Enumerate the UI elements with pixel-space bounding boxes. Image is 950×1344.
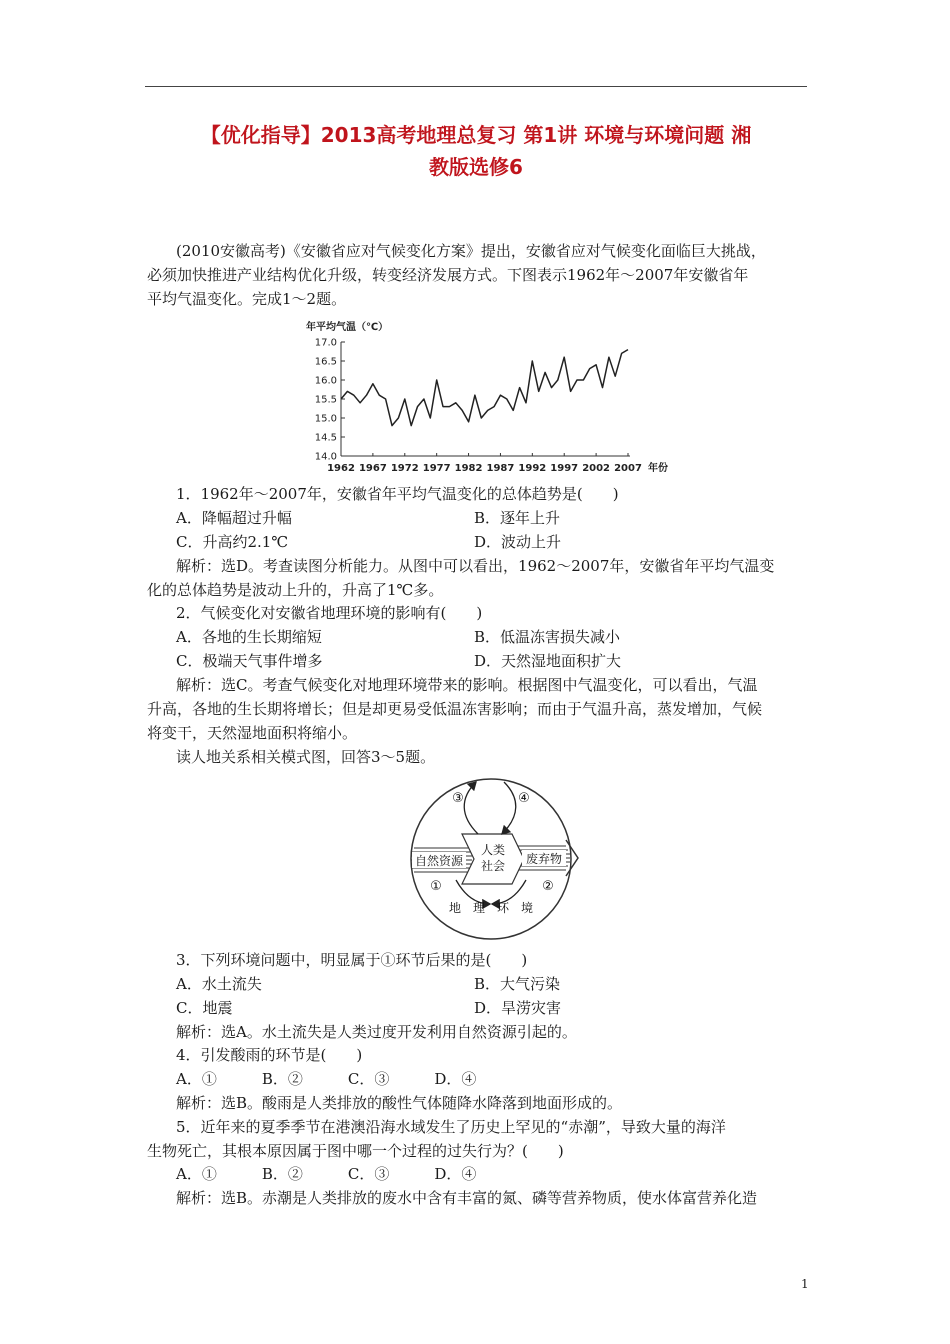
chart-xlabel: 年份 xyxy=(648,463,668,474)
y-tick-label: 14.0 xyxy=(314,451,337,463)
q1-option-d: D．波动上升 xyxy=(474,533,562,551)
label-society: 社会 xyxy=(480,859,506,873)
chart-y-ticks xyxy=(315,338,337,463)
q2-answer: 解析：选C。考查气候变化对地理环境带来的影响。根据图中气温变化，可以看出，气温 xyxy=(176,676,758,694)
label-circle-4: ④ xyxy=(518,791,530,806)
x-tick-label: 1977 xyxy=(422,463,451,474)
q3-option-a: A．水土流失 xyxy=(176,975,262,993)
q3-option-c: C．地震 xyxy=(176,999,233,1017)
intro-line: (2010安徽高考)《安徽省应对气候变化方案》提出，安徽省应对气候变化面临巨大挑战， xyxy=(176,242,766,260)
label-geo-environment: 地 理 环 境 xyxy=(448,901,534,915)
q3-stem: 3．下列环境问题中，明显属于①环节后果的是( ) xyxy=(176,951,528,969)
label-circle-3: ③ xyxy=(452,791,464,806)
y-tick-label: 16.5 xyxy=(314,356,337,368)
q2-stem: 2．气候变化对安徽省地理环境的影响有( ) xyxy=(176,604,483,622)
q1-answer: 化的总体趋势是波动上升的，升高了1℃多。 xyxy=(147,581,444,599)
x-tick-label: 1982 xyxy=(454,463,483,474)
chart-series xyxy=(341,350,628,426)
intro-line: 必须加快推进产业结构优化升级，转变经济发展方式。下图表示1962年～2007年安徽省年 xyxy=(147,266,749,284)
q5-stem: 5．近年来的夏季季节在港澳沿海水域发生了历史上罕见的“赤潮”，导致大量的海洋 xyxy=(176,1118,726,1136)
label-circle-1: ① xyxy=(430,879,442,894)
intro-line: 平均气温变化。完成1～2题。 xyxy=(147,290,347,308)
chart-ylabel: 年平均气温（℃） xyxy=(306,322,389,333)
q5-options: A．① B．② C．③ D．④ xyxy=(176,1165,477,1183)
q4-answer: 解析：选B。酸雨是人类排放的酸性气体随降水降落到地面形成的。 xyxy=(176,1094,623,1112)
temperature-chart xyxy=(290,316,690,476)
label-natural-resources: 自然资源 xyxy=(414,854,464,868)
q1-answer: 解析：选D。考查读图分析能力。从图中可以看出，1962～2007年，安徽省年平均气温变 xyxy=(176,557,775,575)
q2-option-d: D．天然湿地面积扩大 xyxy=(474,652,622,670)
read-prompt: 读人地关系相关模式图，回答3～5题。 xyxy=(176,748,436,766)
chart-grid xyxy=(341,342,628,456)
x-tick-label: 1992 xyxy=(518,463,547,474)
q5-answer: 解析：选B。赤潮是人类排放的废水中含有丰富的氮、磷等营养物质，使水体富营养化造 xyxy=(176,1189,758,1207)
q5-stem: 生物死亡，其根本原因属于图中哪一个过程的过失行为？( ) xyxy=(147,1142,564,1160)
doc-title-line2: 教版选修6 xyxy=(429,155,523,179)
x-tick-label: 1967 xyxy=(358,463,387,474)
q2-option-a: A．各地的生长期缩短 xyxy=(176,628,322,646)
y-tick-label: 15.0 xyxy=(314,413,337,425)
q4-stem: 4．引发酸雨的环节是( ) xyxy=(176,1046,363,1064)
label-waste: 废弃物 xyxy=(525,852,563,866)
label-human: 人类 xyxy=(480,843,506,857)
y-tick-label: 15.5 xyxy=(314,394,337,406)
label-circle-2: ② xyxy=(542,879,554,894)
q3-option-d: D．旱涝灾害 xyxy=(474,999,562,1017)
x-tick-label: 1962 xyxy=(327,463,355,474)
doc-title-line1: 【优化指导】2013高考地理总复习 第1讲 环境与环境问题 湘 xyxy=(200,123,752,147)
q1-option-c: C．升高约2.1℃ xyxy=(176,533,289,551)
y-tick-label: 16.0 xyxy=(314,375,337,387)
x-tick-label: 2007 xyxy=(614,463,642,474)
y-tick-label: 17.0 xyxy=(314,337,337,349)
x-tick-label: 1997 xyxy=(550,463,579,474)
page-number: 1 xyxy=(801,1277,809,1291)
human-land-diagram xyxy=(400,776,582,942)
x-tick-label: 2002 xyxy=(582,463,611,474)
chart-x-ticks xyxy=(327,463,642,474)
q4-options: A．① B．② C．③ D．④ xyxy=(176,1070,477,1088)
q2-option-b: B．低温冻害损失减小 xyxy=(474,628,621,646)
header-rule xyxy=(145,86,807,87)
y-tick-label: 14.5 xyxy=(314,432,337,444)
q1-stem: 1．1962年～2007年，安徽省年平均气温变化的总体趋势是( ) xyxy=(176,485,619,503)
q1-option-a: A．降幅超过升幅 xyxy=(176,509,292,527)
q1-option-b: B．逐年上升 xyxy=(474,509,561,527)
q2-answer: 将变干，天然湿地面积将缩小。 xyxy=(147,724,358,742)
q2-answer: 升高，各地的生长期将增长；但是却更易受低温冻害影响；而由于气温升高，蒸发增加，气候 xyxy=(147,700,763,718)
x-tick-label: 1972 xyxy=(390,463,419,474)
q2-option-c: C．极端天气事件增多 xyxy=(176,652,323,670)
q3-answer: 解析：选A。水土流失是人类过度开发利用自然资源引起的。 xyxy=(176,1023,577,1041)
x-tick-label: 1987 xyxy=(486,463,515,474)
q3-option-b: B．大气污染 xyxy=(474,975,561,993)
temperature-series-line xyxy=(341,350,628,426)
